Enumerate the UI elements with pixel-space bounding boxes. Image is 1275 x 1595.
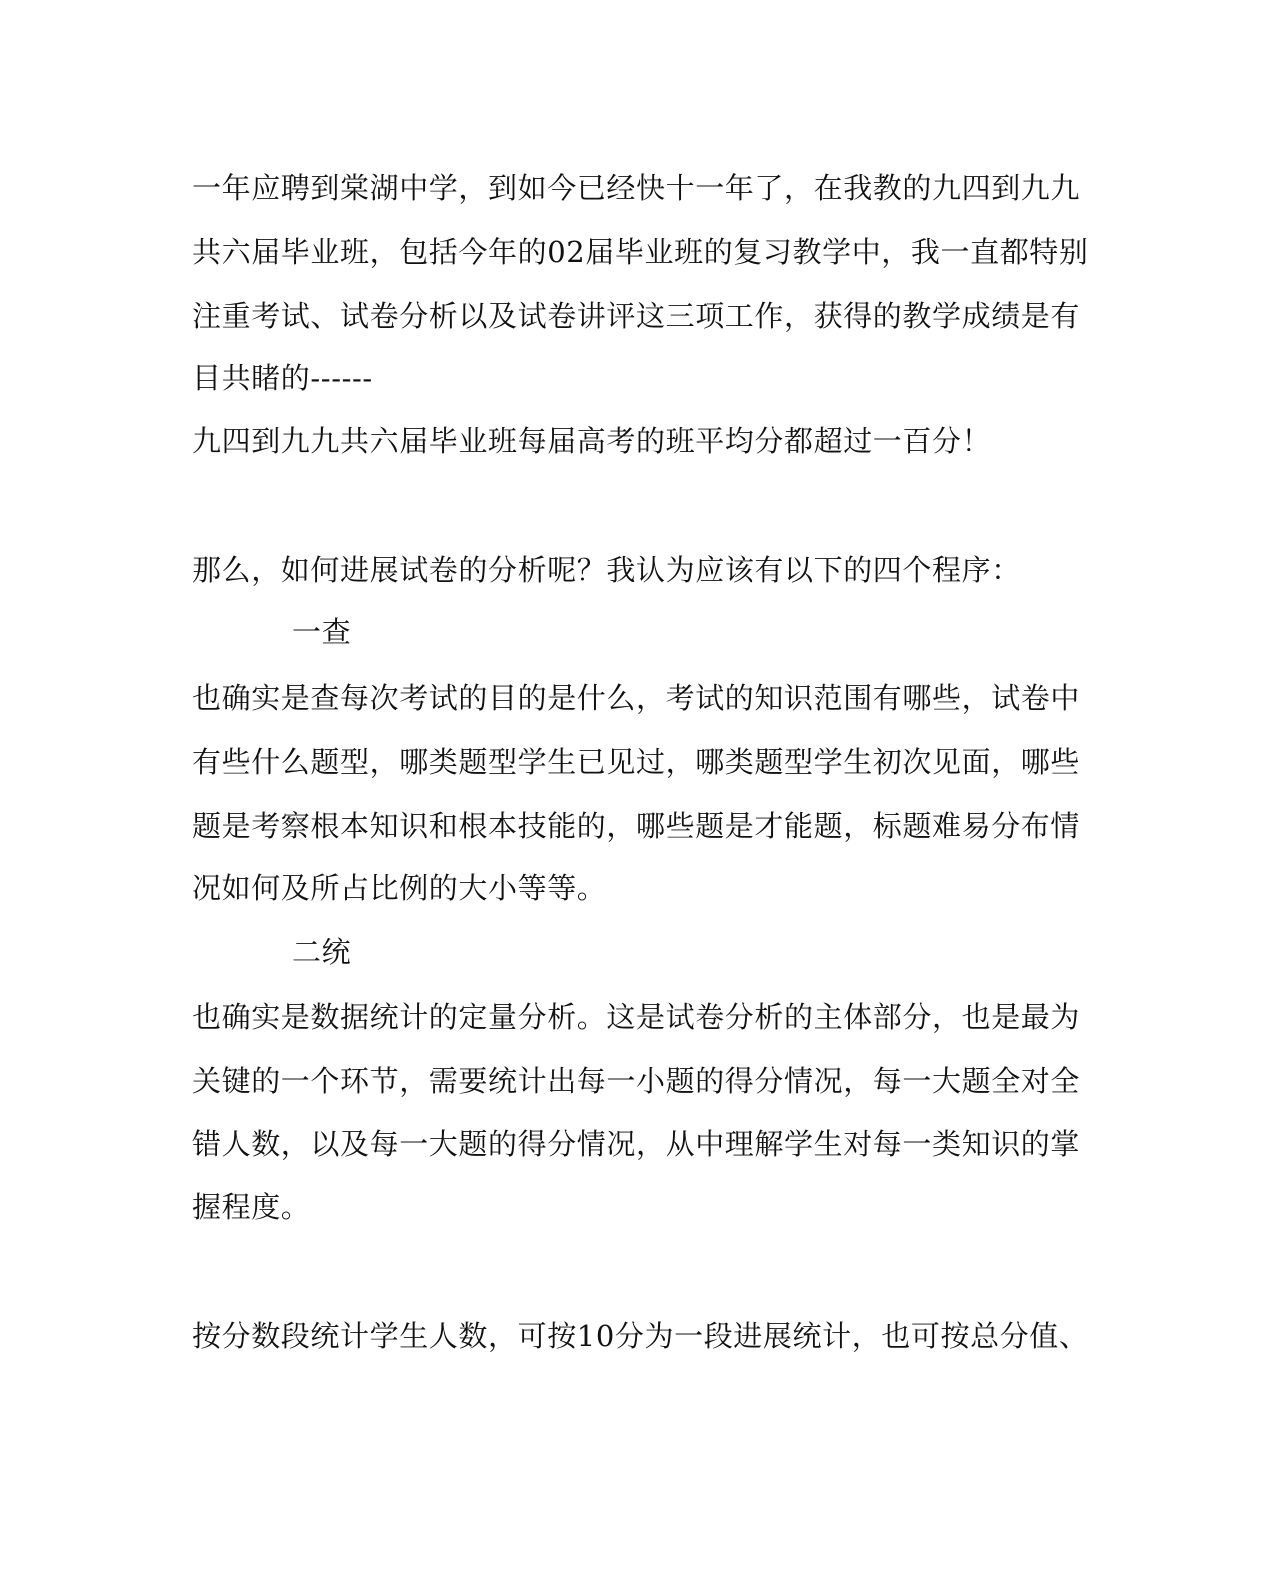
paragraph-line: 有些什么题型，哪类题型学生已见过，哪类题型学生初次见面，哪些 bbox=[192, 745, 1081, 779]
paragraph-line: 目共睹的------ bbox=[192, 361, 373, 395]
paragraph-line: 一年应聘到棠湖中学，到如今已经快十一年了，在我教的九四到九九 bbox=[192, 171, 1081, 205]
paragraph-line: 按分数段统计学生人数，可按10分为一段进展统计，也可按总分值、 bbox=[192, 1319, 1089, 1353]
section-heading-ertong: 二统 bbox=[292, 935, 352, 969]
paragraph-line: 握程度。 bbox=[192, 1190, 311, 1224]
paragraph-line: 关键的一个环节，需要统计出每一小题的得分情况，每一大题全对全 bbox=[192, 1064, 1081, 1098]
paragraph-line: 错人数，以及每一大题的得分情况，从中理解学生对每一类知识的掌 bbox=[192, 1127, 1081, 1161]
paragraph-line: 共六届毕业班，包括今年的02届毕业班的复习教学中，我一直都特别 bbox=[192, 235, 1089, 269]
paragraph-line: 那么，如何进展试卷的分析呢？我认为应该有以下的四个程序： bbox=[192, 553, 1021, 587]
paragraph-line: 题是考察根本知识和根本技能的，哪些题是才能题，标题难易分布情 bbox=[192, 809, 1081, 843]
paragraph-line: 注重考试、试卷分析以及试卷讲评这三项工作，获得的教学成绩是有 bbox=[192, 299, 1081, 333]
section-heading-yicha: 一查 bbox=[292, 615, 352, 649]
paragraph-line: 况如何及所占比例的大小等等。 bbox=[192, 871, 607, 905]
paragraph-line: 也确实是查每次考试的目的是什么，考试的知识范围有哪些，试卷中 bbox=[192, 681, 1081, 715]
paragraph-line: 也确实是数据统计的定量分析。这是试卷分析的主体部分，也是最为 bbox=[192, 1000, 1081, 1034]
paragraph-line: 九四到九九共六届毕业班每届高考的班平均分都超过一百分！ bbox=[192, 424, 992, 458]
